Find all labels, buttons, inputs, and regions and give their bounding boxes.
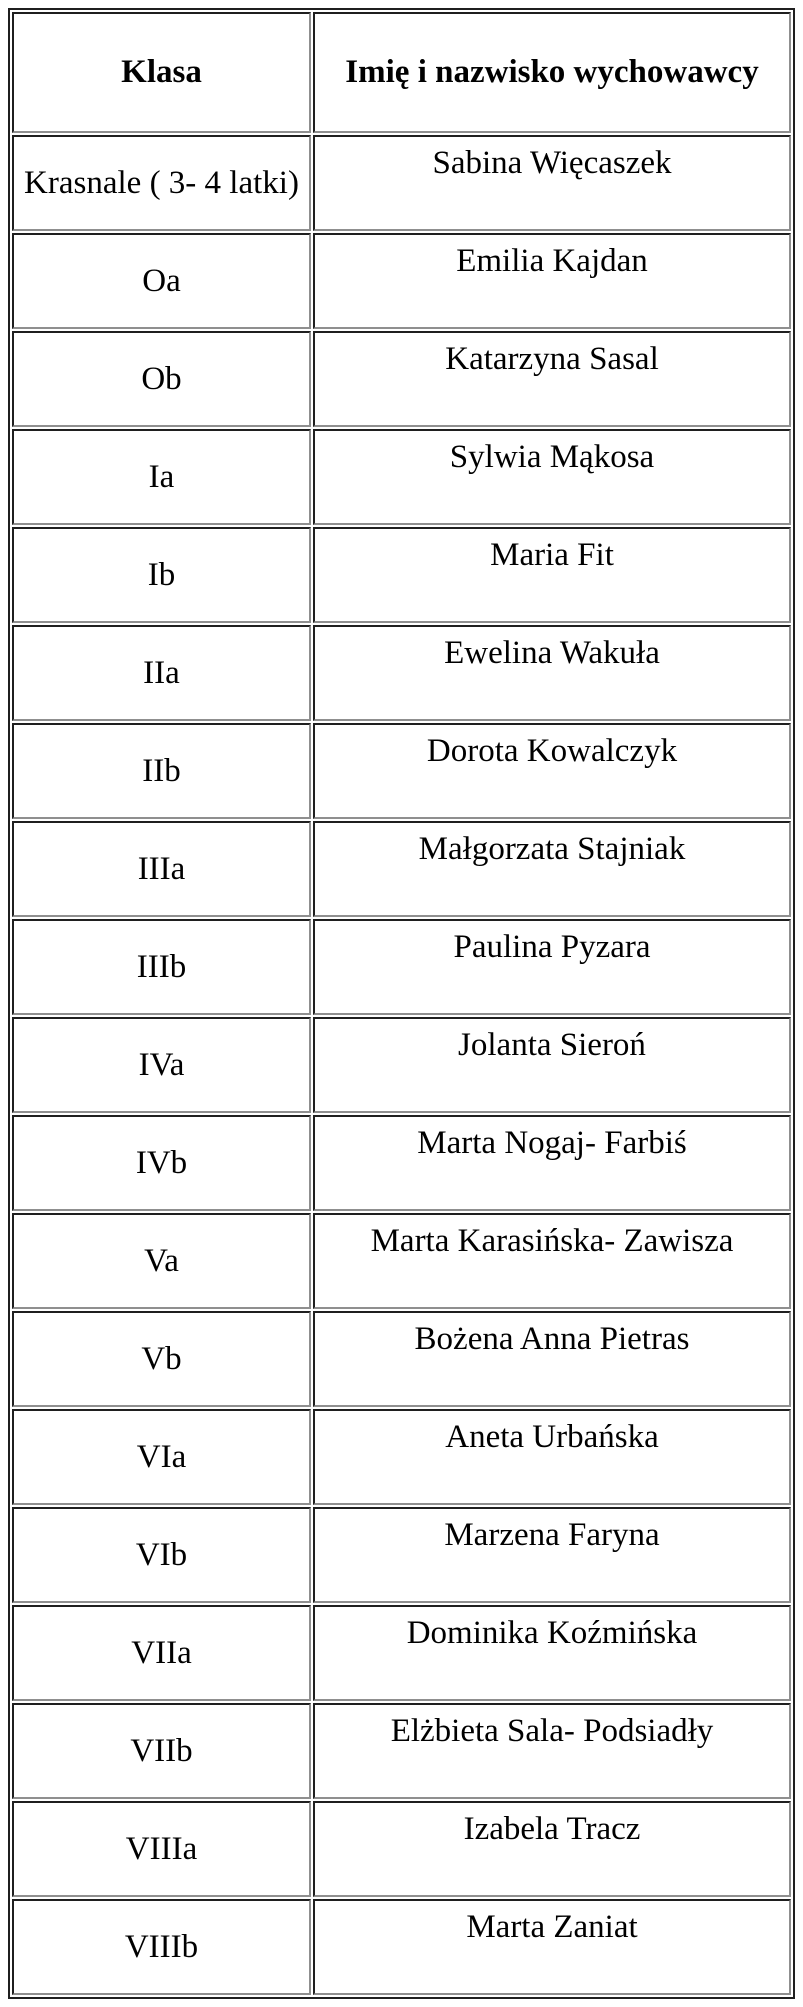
class-cell: VIIIb	[12, 1899, 311, 1995]
table-row	[12, 1507, 791, 1603]
table-row	[12, 1899, 791, 1995]
class-cell: Ob	[12, 331, 311, 427]
class-cell: VIIb	[12, 1703, 311, 1799]
teacher-cell: Marta Zaniat	[313, 1899, 791, 1995]
class-cell: VIb	[12, 1507, 311, 1603]
class-cell: Oa	[12, 233, 311, 329]
table-row	[12, 331, 791, 427]
table-row	[12, 1115, 791, 1211]
teacher-cell: Marzena Faryna	[313, 1507, 791, 1603]
class-cell: IIIb	[12, 919, 311, 1015]
table-row	[12, 1605, 791, 1701]
class-cell: Vb	[12, 1311, 311, 1407]
class-cell: IVa	[12, 1017, 311, 1113]
table-row	[12, 527, 791, 623]
teacher-cell: Ewelina Wakuła	[313, 625, 791, 721]
class-cell: VIIa	[12, 1605, 311, 1701]
table-row	[12, 1801, 791, 1897]
teacher-cell: Sylwia Mąkosa	[313, 429, 791, 525]
table-row	[12, 1703, 791, 1799]
class-cell: IVb	[12, 1115, 311, 1211]
table-row	[12, 1409, 791, 1505]
class-cell: VIa	[12, 1409, 311, 1505]
teacher-cell: Izabela Tracz	[313, 1801, 791, 1897]
teacher-cell: Sabina Więcaszek	[313, 135, 791, 231]
class-cell: VIIIa	[12, 1801, 311, 1897]
class-cell: Va	[12, 1213, 311, 1309]
teacher-cell: Elżbieta Sala- Podsiadły	[313, 1703, 791, 1799]
table-row	[12, 1017, 791, 1113]
header-cell-teacher: Imię i nazwisko wychowawcy	[313, 12, 791, 133]
header-cell-class: Klasa	[12, 12, 311, 133]
table-row	[12, 233, 791, 329]
teacher-cell: Katarzyna Sasal	[313, 331, 791, 427]
teacher-cell: Małgorzata Stajniak	[313, 821, 791, 917]
table-row	[12, 723, 791, 819]
table-row	[12, 821, 791, 917]
header-row	[12, 12, 791, 133]
teacher-cell: Emilia Kajdan	[313, 233, 791, 329]
table-row	[12, 1311, 791, 1407]
table-row	[12, 625, 791, 721]
class-cell: Ia	[12, 429, 311, 525]
teacher-cell: Dorota Kowalczyk	[313, 723, 791, 819]
table-body	[12, 135, 791, 1995]
teacher-cell: Jolanta Sieroń	[313, 1017, 791, 1113]
table-row	[12, 429, 791, 525]
teacher-cell: Dominika Koźmińska	[313, 1605, 791, 1701]
class-cell: Krasnale ( 3- 4 latki)	[12, 135, 311, 231]
table-row	[12, 1213, 791, 1309]
class-cell: IIa	[12, 625, 311, 721]
teacher-cell: Marta Nogaj- Farbiś	[313, 1115, 791, 1211]
class-teachers-table	[8, 8, 795, 1999]
class-cell: IIb	[12, 723, 311, 819]
table-row	[12, 919, 791, 1015]
table-row	[12, 135, 791, 231]
teacher-cell: Bożena Anna Pietras	[313, 1311, 791, 1407]
teacher-cell: Aneta Urbańska	[313, 1409, 791, 1505]
class-cell: Ib	[12, 527, 311, 623]
teacher-cell: Marta Karasińska- Zawisza	[313, 1213, 791, 1309]
class-cell: IIIa	[12, 821, 311, 917]
teacher-cell: Paulina Pyzara	[313, 919, 791, 1015]
teacher-cell: Maria Fit	[313, 527, 791, 623]
